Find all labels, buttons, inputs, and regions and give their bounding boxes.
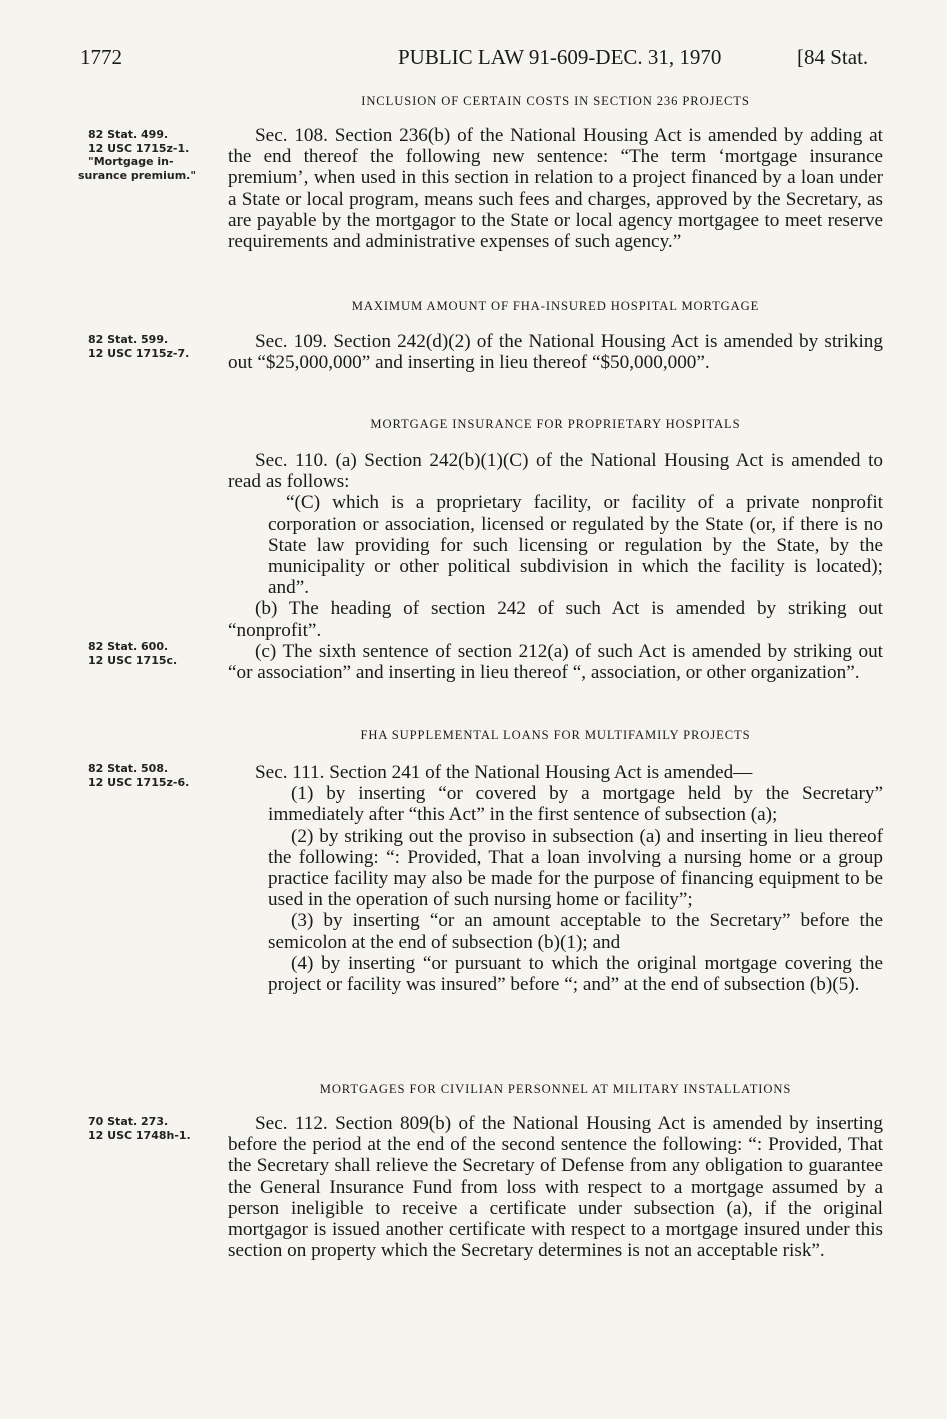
section-112-margin-note xyxy=(88,1115,191,1142)
margin-note-line: 12 USC 1715z-1. xyxy=(88,141,190,155)
margin-note-line: 82 Stat. 600. xyxy=(88,640,169,653)
section-109-body xyxy=(228,331,883,373)
list-item: (4) by inserting “or pursuant to which the original mortgage covering the project or facility was insured” before “; and” at the end of subsection (b)(5). xyxy=(268,952,883,996)
section-111-body xyxy=(228,762,883,995)
section-108-heading: INCLUSION OF CERTAIN COSTS IN SECTION 236 PROJECTS xyxy=(361,94,750,108)
section-110-heading: MORTGAGE INSURANCE FOR PROPRIETARY HOSPITALS xyxy=(370,417,741,431)
page-number: 1772 xyxy=(80,45,122,69)
paragraph: (c) The sixth sentence of section 212(a) of such Act is amended by striking out “or association” and inserting in lieu thereof “, association, or other organization”. xyxy=(228,640,883,684)
section-109-margin-note xyxy=(88,333,189,360)
margin-note-line: "Mortgage in- xyxy=(88,155,174,168)
list-item: (3) by inserting “or an amount acceptable to the Secretary” before the semicolon at the end of subsection (b)(1); and xyxy=(268,910,883,953)
margin-note-line: surance premium." xyxy=(78,168,197,182)
page-title: PUBLIC LAW 91-609-DEC. 31, 1970 xyxy=(398,45,722,69)
section-112-body xyxy=(228,1113,883,1261)
margin-note-line: 82 Stat. 499. xyxy=(88,128,169,141)
margin-note-line: 12 USC 1748h-1. xyxy=(88,1128,191,1142)
margin-note-line: 12 USC 1715c. xyxy=(88,653,178,667)
margin-note-line: 12 USC 1715z-6. xyxy=(88,775,190,789)
section-110-margin-note xyxy=(88,640,177,667)
margin-note-line: 82 Stat. 508. xyxy=(88,762,169,775)
list-item: (1) by inserting “or covered by a mortgage held by the Secretary” immediately after “this Act” in the first sentence of subsection (a); xyxy=(268,783,883,826)
paragraph: Sec. 109. Section 242(d)(2) of the National Housing Act is amended by striking out “$25,000,000” and inserting in lieu thereof “$50,000,000”. xyxy=(228,331,883,374)
section-108-body xyxy=(228,125,883,252)
paragraph: Sec. 108. Section 236(b) of the National Housing Act is amended by adding at the end thereof the following new sentence: “The term ‘mortgage insurance premium’, when used in this section in relation to a project financed by a loan under a State or local program, means such fees and charges, approved by the Secretary, as are payable by the mortgagor to the State or local agency mortgagee to meet reserve requirements and administrative expenses of such agency.” xyxy=(228,125,883,253)
section-111-heading: FHA SUPPLEMENTAL LOANS FOR MULTIFAMILY PROJECTS xyxy=(360,728,751,742)
section-112-heading: MORTGAGES FOR CIVILIAN PERSONNEL AT MILITARY INSTALLATIONS xyxy=(319,1082,792,1096)
margin-note-line: 12 USC 1715z-7. xyxy=(88,346,190,360)
quoted-paragraph: “(C) which is a proprietary facility, or facility of a private nonprofit corporation or association, licensed or regulated by the State (or, if there is no State law providing for such licensing or regulation by the State, by the municipality or other political subdivision in which the facility is located); and”. xyxy=(268,492,883,599)
paragraph: Sec. 110. (a) Section 242(b)(1)(C) of the National Housing Act is amended to read as follows: xyxy=(228,450,883,493)
section-108-margin-note xyxy=(78,128,197,182)
statute-reference: [84 Stat. xyxy=(797,45,869,69)
paragraph: Sec. 112. Section 809(b) of the National Housing Act is amended by inserting before the period at the end of the second sentence the following: “: Provided, That the Secretary shall relieve the Secretary of Defense from any obligation to guarantee the General Insurance Fund from loss with respect to a mortgage assumed by a person ineligible to receive a certificate under subsection (a), if the original mortgagor is issued another certificate with respect to a mortgage insured under this section on property which the Secretary determines is not an acceptable risk”. xyxy=(228,1113,883,1262)
paragraph: (b) The heading of section 242 of such Act is amended by striking out “nonprofit”. xyxy=(228,598,883,641)
section-110-body xyxy=(228,450,883,683)
section-109-heading: MAXIMUM AMOUNT OF FHA-INSURED HOSPITAL MORTGAGE xyxy=(351,299,760,313)
margin-note-line: 70 Stat. 273. xyxy=(88,1115,169,1128)
margin-note-line: 82 Stat. 599. xyxy=(88,333,169,346)
paragraph: Sec. 111. Section 241 of the National Housing Act is amended— xyxy=(255,762,753,783)
section-111-margin-note xyxy=(88,762,189,789)
list-item: (2) by striking out the proviso in subsection (a) and inserting in lieu thereof the following: “: Provided, That a loan involving a nursing home or a group practice facility may also be made for the purpose of financing equipment to be used in the operation of such nursing home or facility”; xyxy=(268,825,883,911)
